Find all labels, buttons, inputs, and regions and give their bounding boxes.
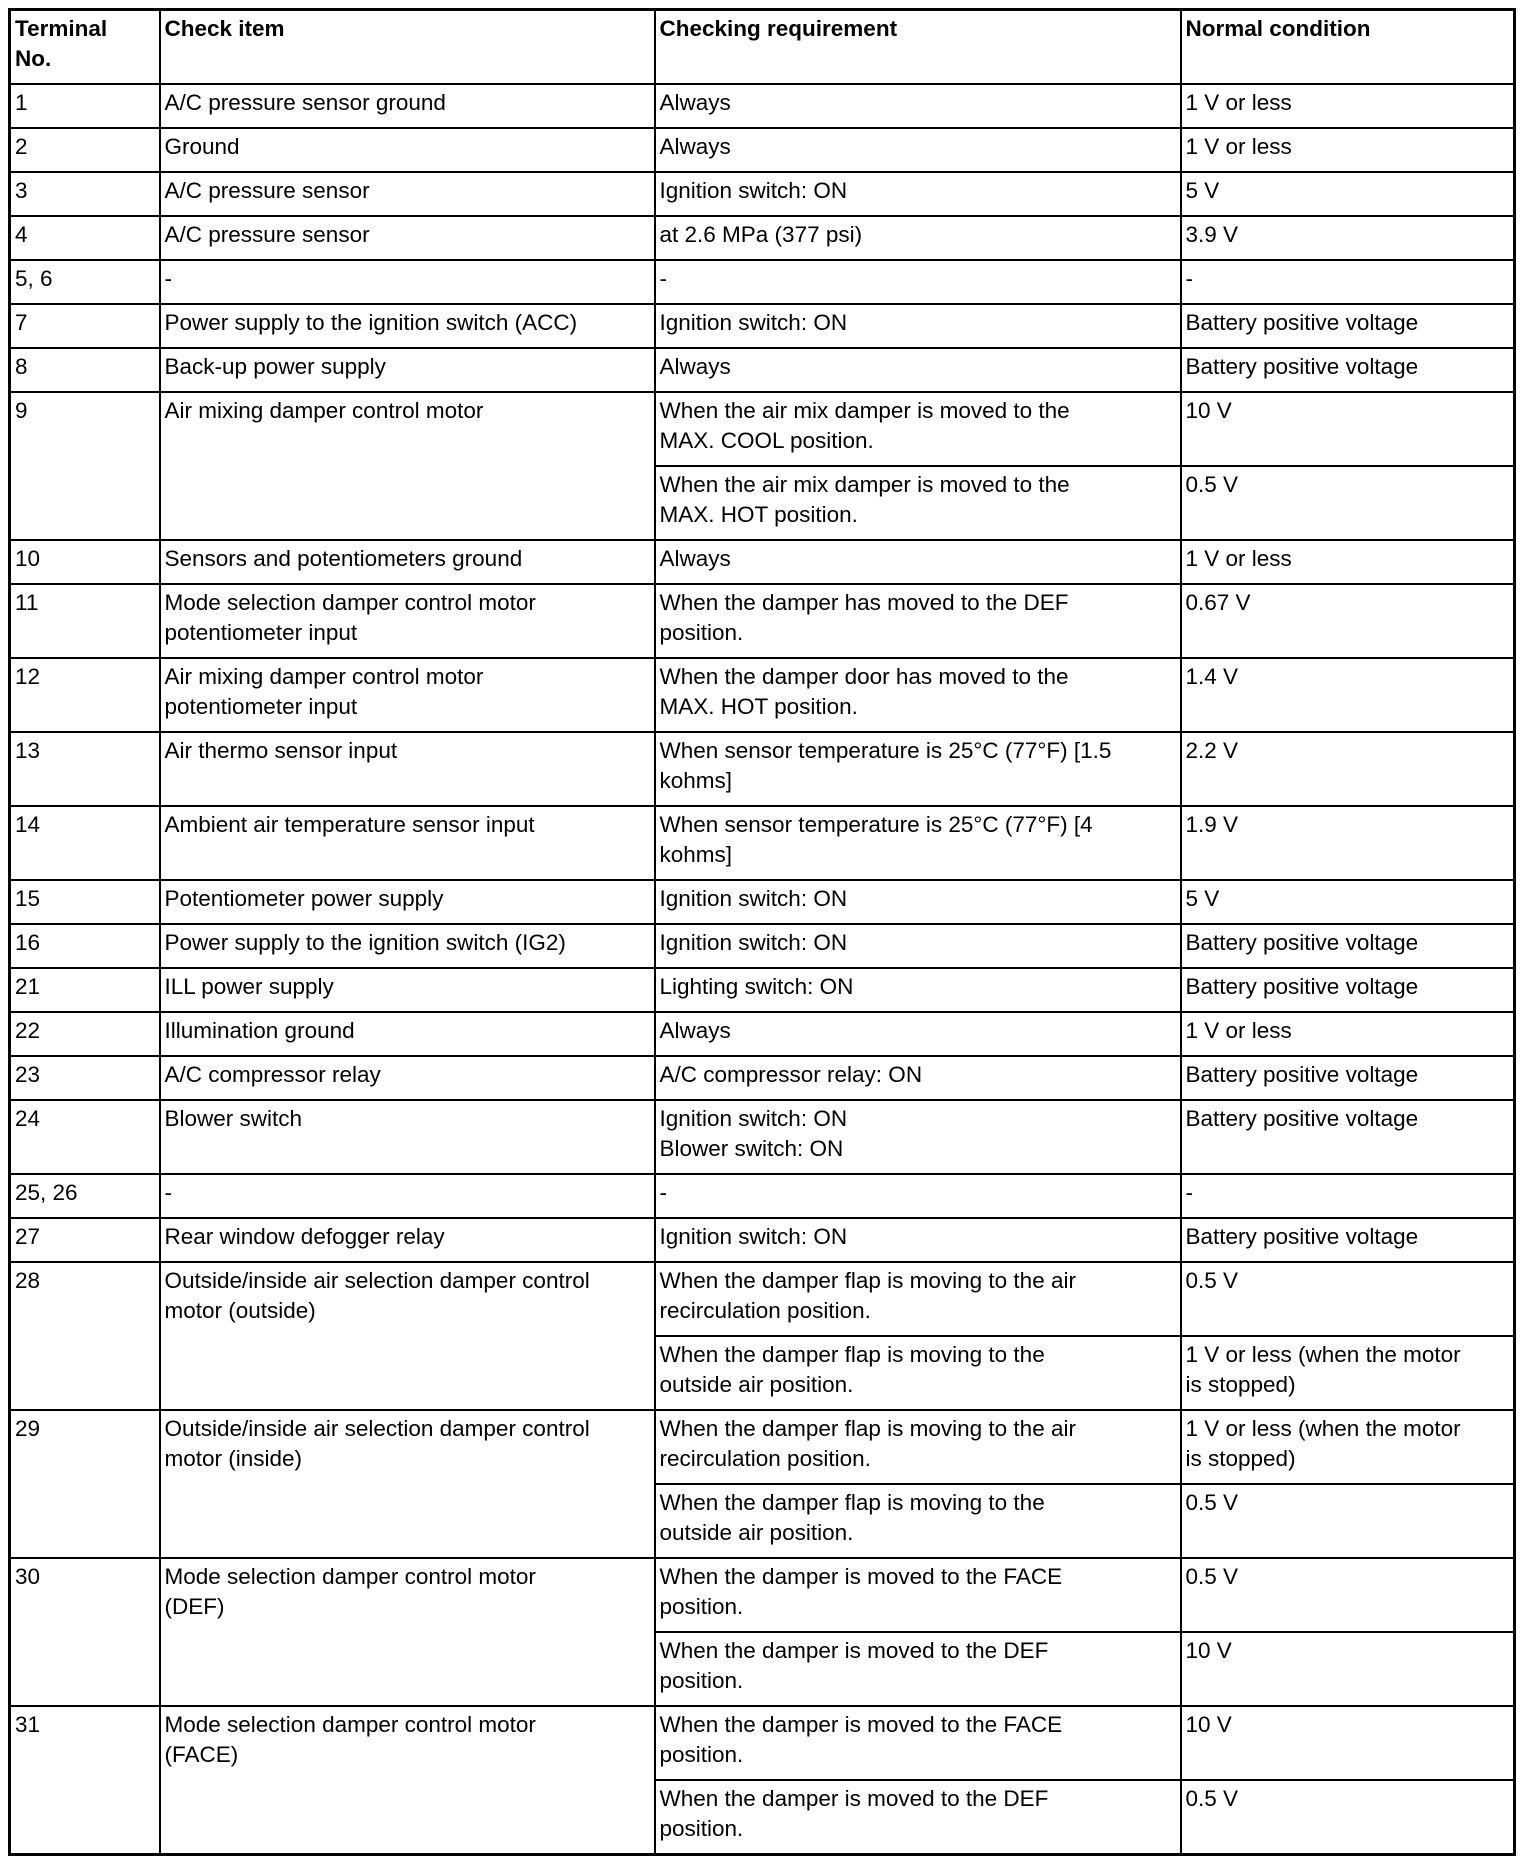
terminal-no-cell: 2 — [10, 128, 160, 172]
check-item-cell: - — [160, 1174, 655, 1218]
header-normal-condition: Normal condition — [1181, 10, 1515, 85]
table-row — [10, 260, 1515, 304]
header-check-item: Check item — [160, 10, 655, 85]
terminal-no-cell: 7 — [10, 304, 160, 348]
checking-requirement-cell: When sensor temperature is 25°C (77°F) [1.5 kohms] — [655, 732, 1181, 806]
checking-requirement-cell: A/C compressor relay: ON — [655, 1056, 1181, 1100]
table-row — [10, 584, 1515, 658]
normal-condition-cell: 10 V — [1181, 1706, 1515, 1780]
normal-condition-cell: 0.5 V — [1181, 1780, 1515, 1855]
checking-requirement-cell: When the damper has moved to the DEF position. — [655, 584, 1181, 658]
checking-requirement-cell: - — [655, 260, 1181, 304]
check-item-cell: A/C pressure sensor — [160, 216, 655, 260]
table-row — [10, 1558, 1515, 1632]
header-terminal-no: Terminal No. — [10, 10, 160, 85]
normal-condition-cell: 1 V or less (when the motor is stopped) — [1181, 1336, 1515, 1410]
terminal-no-cell: 4 — [10, 216, 160, 260]
checking-requirement-cell: When the damper flap is moving to the outside air position. — [655, 1484, 1181, 1558]
check-item-cell: Back-up power supply — [160, 348, 655, 392]
terminal-no-cell: 30 — [10, 1558, 160, 1706]
terminal-no-cell: 12 — [10, 658, 160, 732]
checking-requirement-cell: - — [655, 1174, 1181, 1218]
terminal-no-cell: 9 — [10, 392, 160, 540]
check-item-cell: Power supply to the ignition switch (IG2) — [160, 924, 655, 968]
check-item-cell: A/C compressor relay — [160, 1056, 655, 1100]
normal-condition-cell: 1 V or less — [1181, 540, 1515, 584]
table-row — [10, 658, 1515, 732]
check-item-cell: A/C pressure sensor ground — [160, 84, 655, 128]
table-row — [10, 392, 1515, 466]
terminal-no-cell: 28 — [10, 1262, 160, 1410]
terminal-no-cell: 16 — [10, 924, 160, 968]
normal-condition-cell: 0.67 V — [1181, 584, 1515, 658]
terminal-no-cell: 3 — [10, 172, 160, 216]
check-item-cell: Air mixing damper control motor potentiometer input — [160, 658, 655, 732]
checking-requirement-cell: When the air mix damper is moved to the MAX. COOL position. — [655, 392, 1181, 466]
check-item-cell: Blower switch — [160, 1100, 655, 1174]
table-row — [10, 968, 1515, 1012]
terminal-no-cell: 23 — [10, 1056, 160, 1100]
terminal-check-table — [8, 8, 1516, 1856]
normal-condition-cell: 0.5 V — [1181, 1484, 1515, 1558]
normal-condition-cell: 5 V — [1181, 880, 1515, 924]
normal-condition-cell: 1 V or less (when the motor is stopped) — [1181, 1410, 1515, 1484]
table-row — [10, 1056, 1515, 1100]
normal-condition-cell: - — [1181, 1174, 1515, 1218]
normal-condition-cell: 0.5 V — [1181, 466, 1515, 540]
check-item-cell: - — [160, 260, 655, 304]
normal-condition-cell: 1 V or less — [1181, 128, 1515, 172]
table-row — [10, 128, 1515, 172]
checking-requirement-cell: Always — [655, 348, 1181, 392]
normal-condition-cell: Battery positive voltage — [1181, 924, 1515, 968]
checking-requirement-cell: When the damper door has moved to the MAX. HOT position. — [655, 658, 1181, 732]
normal-condition-cell: Battery positive voltage — [1181, 968, 1515, 1012]
table-row — [10, 732, 1515, 806]
table-row — [10, 1218, 1515, 1262]
table-row — [10, 1174, 1515, 1218]
normal-condition-cell: 0.5 V — [1181, 1262, 1515, 1336]
checking-requirement-cell: Ignition switch: ON Blower switch: ON — [655, 1100, 1181, 1174]
terminal-no-cell: 5, 6 — [10, 260, 160, 304]
checking-requirement-cell: Ignition switch: ON — [655, 304, 1181, 348]
normal-condition-cell: Battery positive voltage — [1181, 348, 1515, 392]
normal-condition-cell: Battery positive voltage — [1181, 304, 1515, 348]
terminal-no-cell: 27 — [10, 1218, 160, 1262]
checking-requirement-cell: Always — [655, 540, 1181, 584]
terminal-no-cell: 14 — [10, 806, 160, 880]
checking-requirement-cell: When the damper is moved to the DEF position. — [655, 1632, 1181, 1706]
header-checking-requirement: Checking requirement — [655, 10, 1181, 85]
header-row — [10, 10, 1515, 85]
check-item-cell: Sensors and potentiometers ground — [160, 540, 655, 584]
checking-requirement-cell: When sensor temperature is 25°C (77°F) [4 kohms] — [655, 806, 1181, 880]
normal-condition-cell: Battery positive voltage — [1181, 1218, 1515, 1262]
terminal-no-cell: 24 — [10, 1100, 160, 1174]
table-row — [10, 924, 1515, 968]
normal-condition-cell: 5 V — [1181, 172, 1515, 216]
normal-condition-cell: 1 V or less — [1181, 1012, 1515, 1056]
checking-requirement-cell: Always — [655, 128, 1181, 172]
checking-requirement-cell: Ignition switch: ON — [655, 880, 1181, 924]
check-item-cell: Air thermo sensor input — [160, 732, 655, 806]
check-item-cell: Mode selection damper control motor (FACE) — [160, 1706, 655, 1855]
checking-requirement-cell: Ignition switch: ON — [655, 172, 1181, 216]
terminal-no-cell: 11 — [10, 584, 160, 658]
check-item-cell: Illumination ground — [160, 1012, 655, 1056]
normal-condition-cell: 1.4 V — [1181, 658, 1515, 732]
terminal-no-cell: 8 — [10, 348, 160, 392]
check-item-cell: Power supply to the ignition switch (ACC) — [160, 304, 655, 348]
normal-condition-cell: 2.2 V — [1181, 732, 1515, 806]
table-row — [10, 806, 1515, 880]
check-item-cell: Mode selection damper control motor potentiometer input — [160, 584, 655, 658]
table-body — [10, 84, 1515, 1855]
checking-requirement-cell: Lighting switch: ON — [655, 968, 1181, 1012]
normal-condition-cell: 10 V — [1181, 392, 1515, 466]
table-row — [10, 540, 1515, 584]
terminal-no-cell: 13 — [10, 732, 160, 806]
table-row — [10, 216, 1515, 260]
normal-condition-cell: 10 V — [1181, 1632, 1515, 1706]
table-row — [10, 1012, 1515, 1056]
checking-requirement-cell: Always — [655, 1012, 1181, 1056]
normal-condition-cell: 1.9 V — [1181, 806, 1515, 880]
normal-condition-cell: 0.5 V — [1181, 1558, 1515, 1632]
checking-requirement-cell: When the damper is moved to the FACE position. — [655, 1706, 1181, 1780]
terminal-no-cell: 15 — [10, 880, 160, 924]
checking-requirement-cell: When the damper is moved to the FACE position. — [655, 1558, 1181, 1632]
terminal-no-cell: 31 — [10, 1706, 160, 1855]
check-item-cell: Air mixing damper control motor — [160, 392, 655, 540]
check-item-cell: Outside/inside air selection damper control motor (inside) — [160, 1410, 655, 1558]
terminal-no-cell: 21 — [10, 968, 160, 1012]
check-item-cell: Potentiometer power supply — [160, 880, 655, 924]
checking-requirement-cell: Ignition switch: ON — [655, 1218, 1181, 1262]
checking-requirement-cell: When the air mix damper is moved to the MAX. HOT position. — [655, 466, 1181, 540]
checking-requirement-cell: When the damper flap is moving to the air recirculation position. — [655, 1262, 1181, 1336]
checking-requirement-cell: Ignition switch: ON — [655, 924, 1181, 968]
check-item-cell: Rear window defogger relay — [160, 1218, 655, 1262]
table-row — [10, 880, 1515, 924]
checking-requirement-cell: When the damper flap is moving to the air recirculation position. — [655, 1410, 1181, 1484]
normal-condition-cell: 1 V or less — [1181, 84, 1515, 128]
table-row — [10, 1410, 1515, 1484]
table-row — [10, 84, 1515, 128]
terminal-no-cell: 10 — [10, 540, 160, 584]
terminal-no-cell: 29 — [10, 1410, 160, 1558]
check-item-cell: Ground — [160, 128, 655, 172]
checking-requirement-cell: When the damper flap is moving to the outside air position. — [655, 1336, 1181, 1410]
check-item-cell: Ambient air temperature sensor input — [160, 806, 655, 880]
check-item-cell: ILL power supply — [160, 968, 655, 1012]
table-row — [10, 304, 1515, 348]
normal-condition-cell: - — [1181, 260, 1515, 304]
normal-condition-cell: 3.9 V — [1181, 216, 1515, 260]
terminal-no-cell: 1 — [10, 84, 160, 128]
check-item-cell: Outside/inside air selection damper control motor (outside) — [160, 1262, 655, 1410]
normal-condition-cell: Battery positive voltage — [1181, 1100, 1515, 1174]
checking-requirement-cell: at 2.6 MPa (377 psi) — [655, 216, 1181, 260]
checking-requirement-cell: Always — [655, 84, 1181, 128]
check-item-cell: A/C pressure sensor — [160, 172, 655, 216]
check-item-cell: Mode selection damper control motor (DEF) — [160, 1558, 655, 1706]
table-row — [10, 348, 1515, 392]
table-row — [10, 1262, 1515, 1336]
checking-requirement-cell: When the damper is moved to the DEF position. — [655, 1780, 1181, 1855]
table-row — [10, 1100, 1515, 1174]
terminal-no-cell: 25, 26 — [10, 1174, 160, 1218]
table-row — [10, 1706, 1515, 1780]
table-row — [10, 172, 1515, 216]
terminal-no-cell: 22 — [10, 1012, 160, 1056]
normal-condition-cell: Battery positive voltage — [1181, 1056, 1515, 1100]
